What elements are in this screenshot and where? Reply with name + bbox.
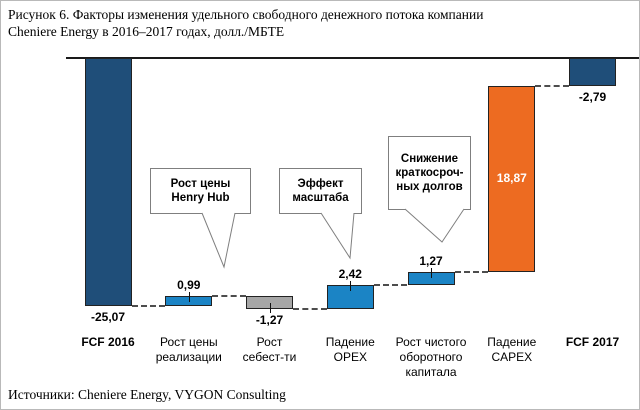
waterfall-chart: [1, 1, 640, 410]
connector-dash: [374, 284, 408, 286]
label-tick: [350, 281, 351, 291]
category-label-line: оборотного: [399, 350, 463, 364]
callout-text-line: масштаба: [292, 192, 349, 204]
category-label-line: OPEX: [333, 350, 367, 364]
category-label-line: FCF 2017: [565, 335, 620, 349]
callout-3: [388, 136, 471, 210]
callout-text-line: Рост цены: [170, 178, 231, 190]
category-label-line: реализации: [155, 350, 222, 364]
label-tick: [270, 303, 271, 313]
value-label: 2,42: [338, 266, 362, 281]
callout-text-line: Henry Hub: [171, 192, 230, 204]
figure-title-line1: Рисунок 6. Факторы изменения удельного свободного денежного потока компании: [8, 7, 484, 22]
callout-text-line: ных долгов: [396, 181, 463, 193]
connector-dash: [293, 308, 327, 310]
label-tick: [189, 292, 190, 302]
category-label-line: капитала: [405, 365, 457, 379]
value-label: 0,99: [177, 278, 201, 293]
value-label: 1,27: [419, 254, 443, 269]
bar-1-total: [85, 58, 132, 306]
connector-dash: [132, 305, 166, 307]
connector-dash: [212, 295, 246, 297]
figure-title-line2: Cheniere Energy в 2016–2017 годах, долл./МБТЕ: [8, 24, 285, 39]
category-label-line: Падение: [487, 335, 537, 349]
callout-text-line: Снижение: [400, 153, 459, 165]
category-label-line: Рост чистого: [395, 335, 467, 349]
callout-2: [279, 168, 362, 214]
connector-dash: [455, 271, 489, 273]
value-label: -25,07: [90, 310, 126, 324]
value-label: -2,79: [578, 89, 607, 104]
connector-dash: [535, 85, 569, 87]
value-label: 18,87: [496, 170, 527, 185]
zero-axis-line: [66, 57, 639, 59]
category-label-line: Падение: [325, 335, 375, 349]
category-label-line: FCF 2016: [81, 335, 135, 349]
value-label: -1,27: [255, 312, 284, 327]
label-tick: [431, 268, 432, 278]
callout-1: [150, 168, 251, 214]
source-note: Источники: Cheniere Energy, VYGON Consulting: [8, 387, 286, 402]
callout-text-line: Эффект: [297, 178, 344, 190]
category-label-line: Рост: [256, 335, 283, 349]
category-label-line: себест-ти: [242, 350, 297, 364]
callout-text-line: краткосроч-: [395, 167, 464, 179]
category-label-line: Рост цены: [159, 335, 218, 349]
category-label: [545, 335, 640, 350]
bar-7-total: [569, 58, 616, 86]
category-label-line: CAPEX: [491, 350, 533, 364]
